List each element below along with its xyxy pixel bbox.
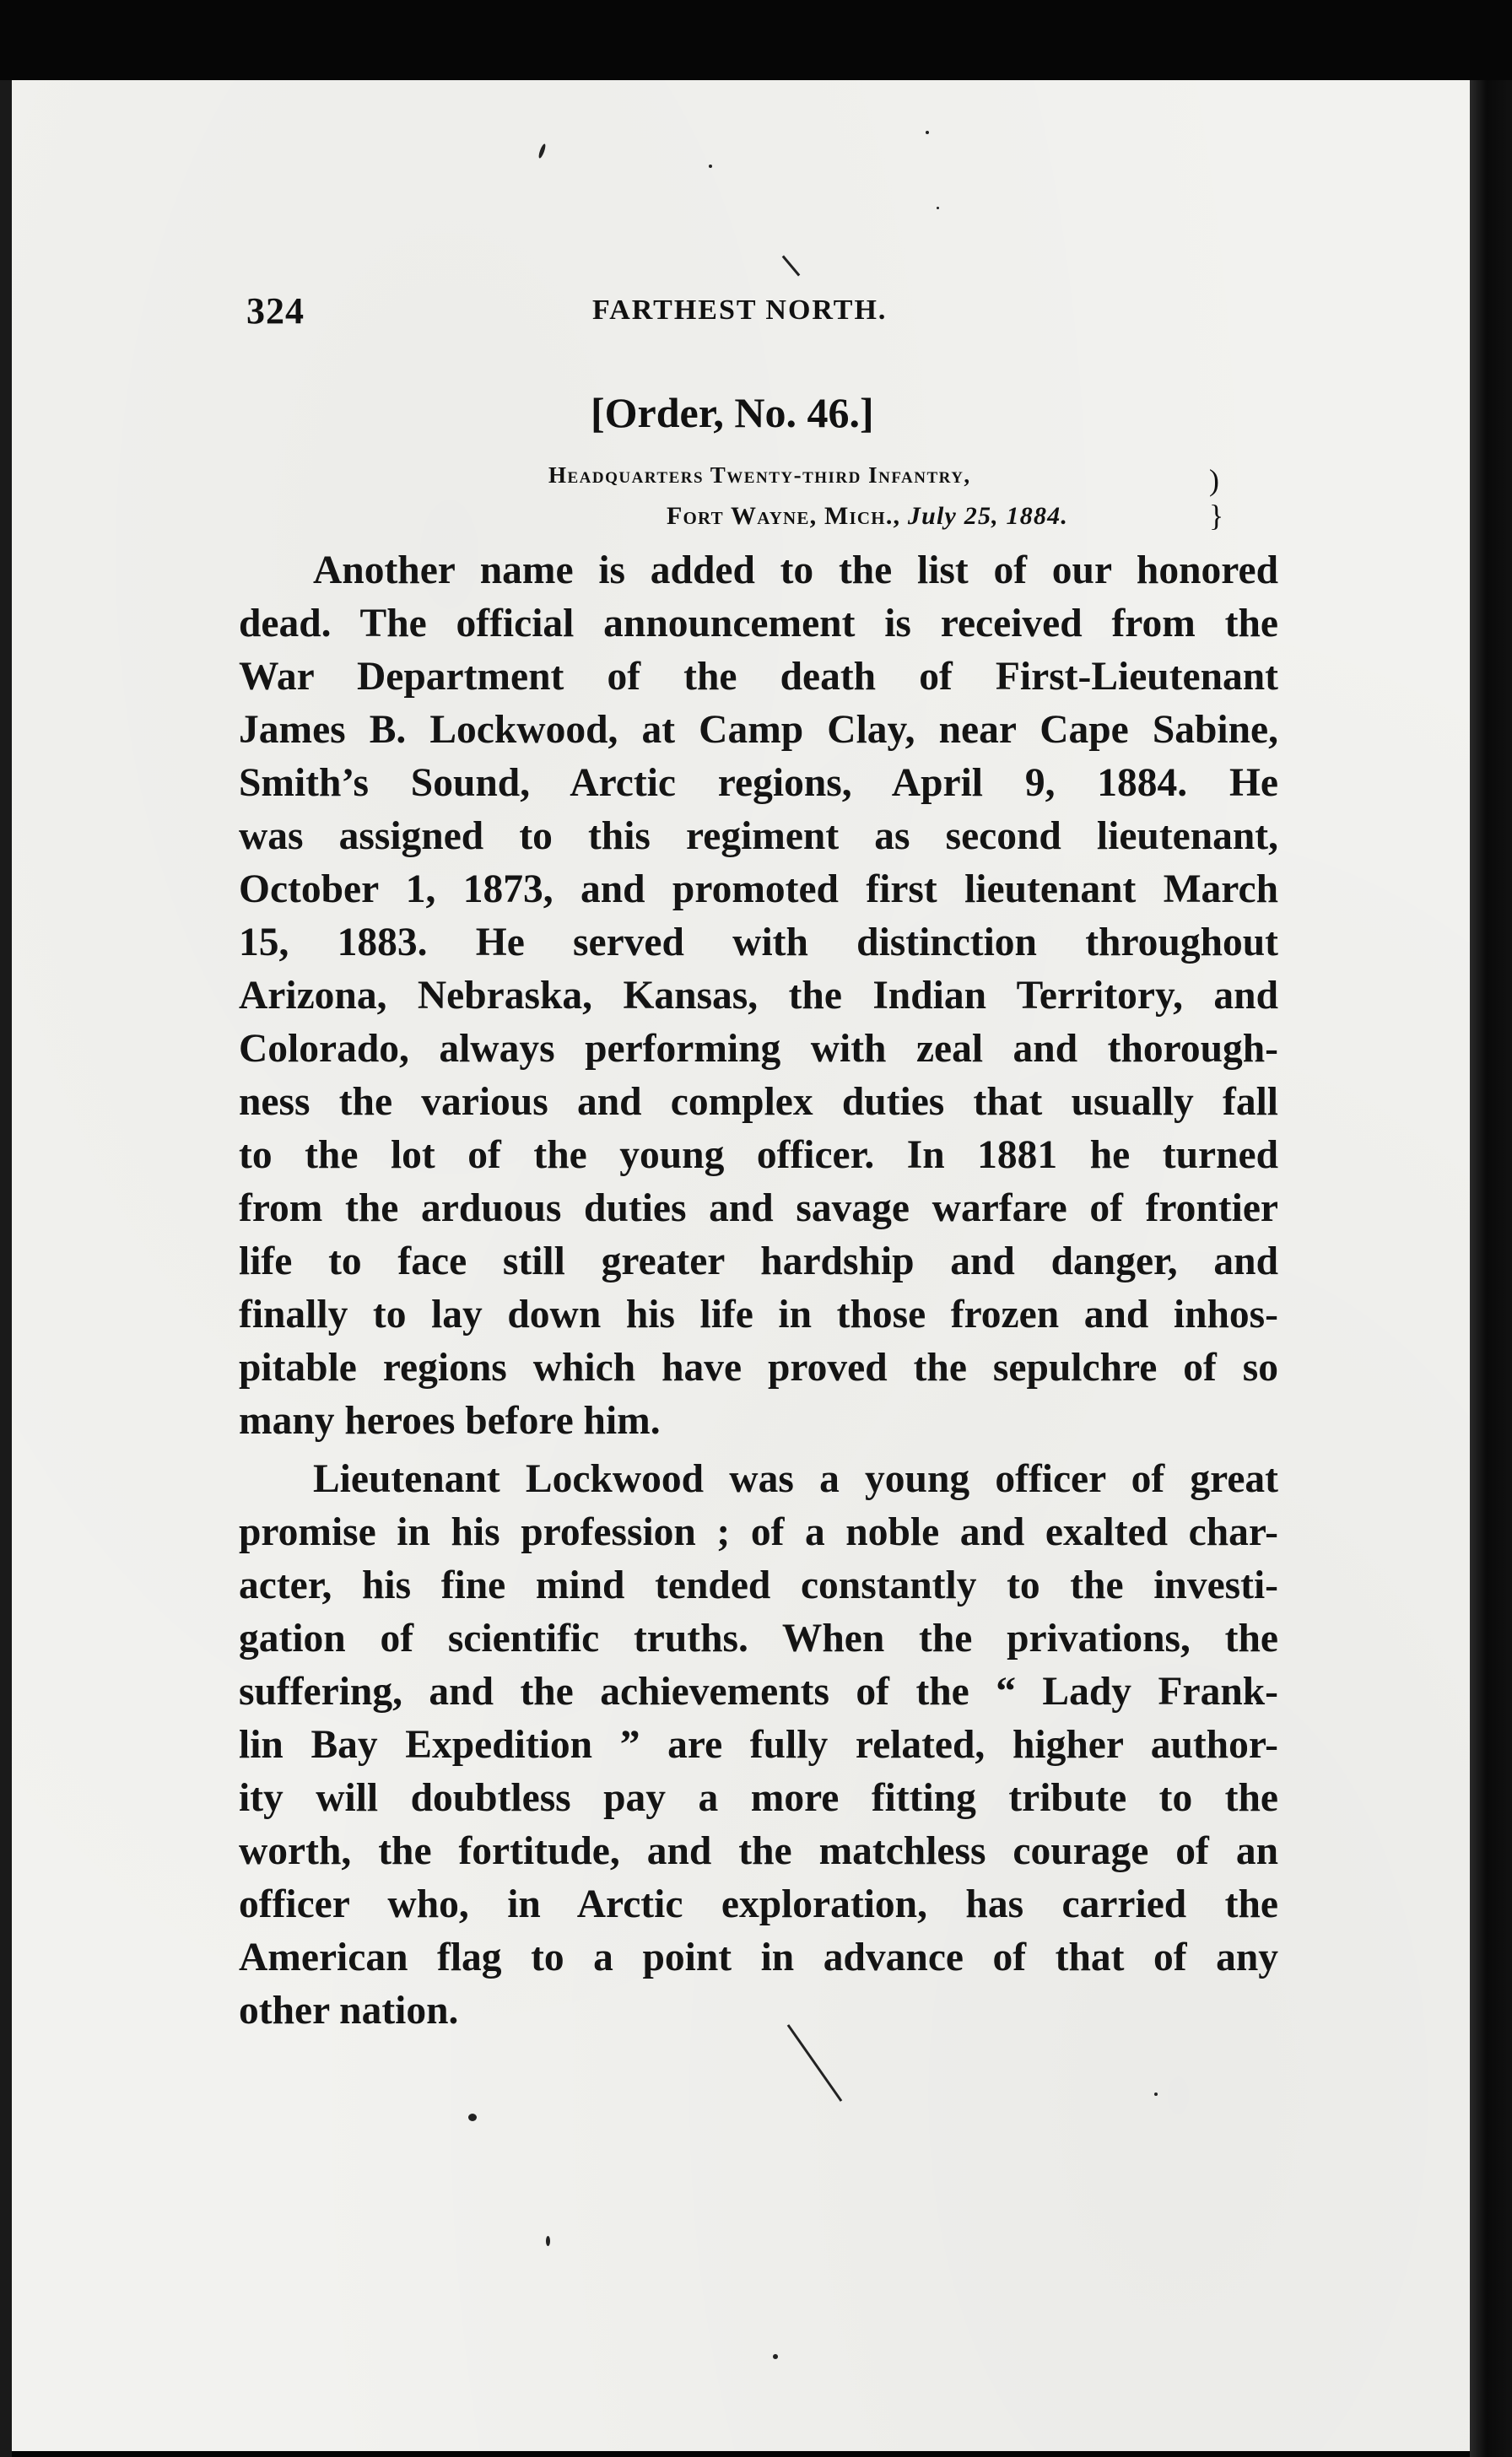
scan-speck	[546, 2236, 550, 2246]
text-line: Arizona, Nebraska, Kansas, the Indian Territory, and	[239, 974, 1278, 1018]
text-line: finally to lay down his life in those frozen and inhos-	[239, 1293, 1278, 1336]
text-line: ity will doubtless pay a more fitting tribute to the	[239, 1776, 1278, 1820]
text-line: Lieutenant Lockwood was a young officer of great	[313, 1457, 1278, 1501]
paragraph	[239, 1453, 1278, 2038]
brace-mark: ) }	[1209, 463, 1224, 532]
text-line: Colorado, always performing with zeal and thorough-	[239, 1027, 1278, 1071]
text-line: other nation.	[239, 1989, 459, 2033]
text-line: to the lot of the young officer. In 1881 he turned	[239, 1133, 1278, 1177]
scan-left-border	[0, 80, 12, 2457]
text-line: gation of scientific truths. When the privations, the	[239, 1617, 1278, 1660]
text-line: 15, 1883. He served with distinction throughout	[239, 921, 1278, 964]
text-line: life to face still greater hardship and danger, and	[239, 1239, 1278, 1283]
text-line: pitable regions which have proved the sepulchre of so	[239, 1346, 1278, 1390]
scan-right-border	[1470, 80, 1512, 2457]
order-body	[239, 544, 1278, 2038]
scan-top-border	[0, 0, 1512, 80]
text-line: dead. The official announcement is received from the	[239, 602, 1278, 645]
text-line: suffering, and the achievements of the “ Lady Frank-	[239, 1670, 1278, 1714]
text-line: acter, his fine mind tended constantly to the investi-	[239, 1563, 1278, 1607]
scan-speck	[1154, 2092, 1158, 2096]
text-line: was assigned to this regiment as second lieutenant,	[239, 814, 1278, 858]
text-line: promise in his profession ; of a noble and exalted char-	[239, 1510, 1278, 1554]
text-line: ness the various and complex duties that usually fall	[239, 1080, 1278, 1124]
date-text: July 25, 1884.	[907, 502, 1069, 530]
scan-speck	[926, 131, 929, 134]
text-line: officer who, in Arctic exploration, has carried the	[239, 1882, 1278, 1926]
headquarters-line: Headquarters Twenty-third Infantry,	[548, 462, 971, 488]
running-head: FARTHEST NORTH.	[592, 294, 888, 326]
order-title: [Order, No. 46.]	[591, 389, 874, 436]
text-line: lin Bay Expedition ” are fully related, higher author-	[239, 1723, 1278, 1767]
page-number: 324	[246, 290, 305, 332]
text-line: War Department of the death of First-Lieutenant	[239, 655, 1278, 699]
scan-speck	[937, 207, 939, 209]
location-text: Fort Wayne, Mich.,	[667, 502, 901, 530]
page-header	[246, 289, 1276, 340]
scan-speck	[773, 2354, 778, 2359]
location-date-line	[667, 502, 1068, 531]
paragraph	[239, 544, 1278, 1448]
text-line: Another name is added to the list of our honored	[313, 548, 1278, 592]
text-line: October 1, 1873, and promoted first lieutenant March	[239, 867, 1278, 911]
scan-speck	[468, 2114, 477, 2121]
text-line: Smith’s Sound, Arctic regions, April 9, 1884. He	[239, 761, 1278, 805]
text-line: worth, the fortitude, and the matchless courage of an	[239, 1829, 1278, 1873]
text-line: American flag to a point in advance of that of any	[239, 1936, 1278, 1979]
text-line: from the arduous duties and savage warfare of frontier	[239, 1186, 1278, 1230]
text-line: many heroes before him.	[239, 1399, 661, 1443]
text-line: James B. Lockwood, at Camp Clay, near Cape Sabine,	[239, 708, 1278, 752]
scan-speck	[709, 165, 712, 168]
